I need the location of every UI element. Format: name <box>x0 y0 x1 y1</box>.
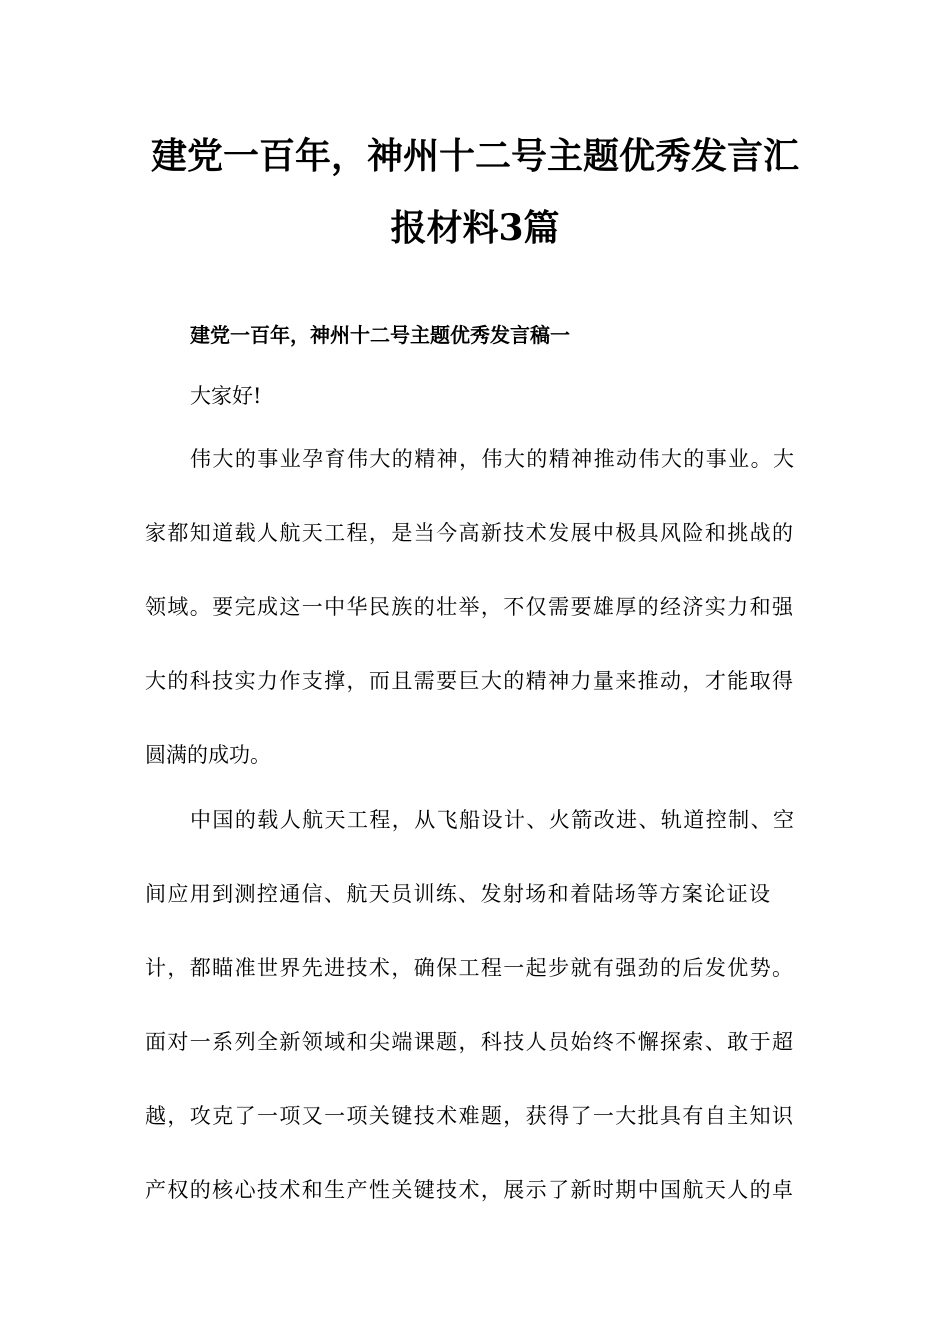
paragraph-line: 越，攻克了一项又一项关键技术难题，获得了一大批具有自主知识 <box>145 1104 793 1128</box>
paragraph-line: 家都知道载人航天工程，是当今高新技术发展中极具风险和挑战的 <box>145 521 793 545</box>
paragraph-line: 大的科技实力作支撑，而且需要巨大的精神力量来推动，才能取得 <box>145 669 793 693</box>
paragraph-line: 伟大的事业孕育伟大的精神，伟大的精神推动伟大的事业。大 <box>190 447 794 471</box>
section-heading: 建党一百年，神州十二号主题优秀发言稿一 <box>190 323 570 347</box>
document-title-line-1: 建党一百年，神州十二号主题优秀发言汇 <box>150 135 799 177</box>
paragraph-line: 圆满的成功。 <box>145 743 271 767</box>
paragraph-line: 中国的载人航天工程，从飞船设计、火箭改进、轨道控制、空 <box>190 808 794 832</box>
paragraph-line: 面对一系列全新领域和尖端课题，科技人员始终不懈探索、敢于超 <box>145 1030 793 1054</box>
paragraph-line: 间应用到测控通信、航天员训练、发射场和着陆场等方案论证设 <box>145 882 770 906</box>
paragraph-line: 领域。要完成这一中华民族的壮举，不仅需要雄厚的经济实力和强 <box>145 595 793 619</box>
paragraph-line: 产权的核心技术和生产性关键技术，展示了新时期中国航天人的卓 <box>145 1178 793 1202</box>
document-title-line-2: 报材料3篇 <box>390 207 560 249</box>
paragraph-line: 计，都瞄准世界先进技术，确保工程一起步就有强劲的后发优势。 <box>145 956 793 980</box>
greeting-line: 大家好! <box>190 384 262 408</box>
